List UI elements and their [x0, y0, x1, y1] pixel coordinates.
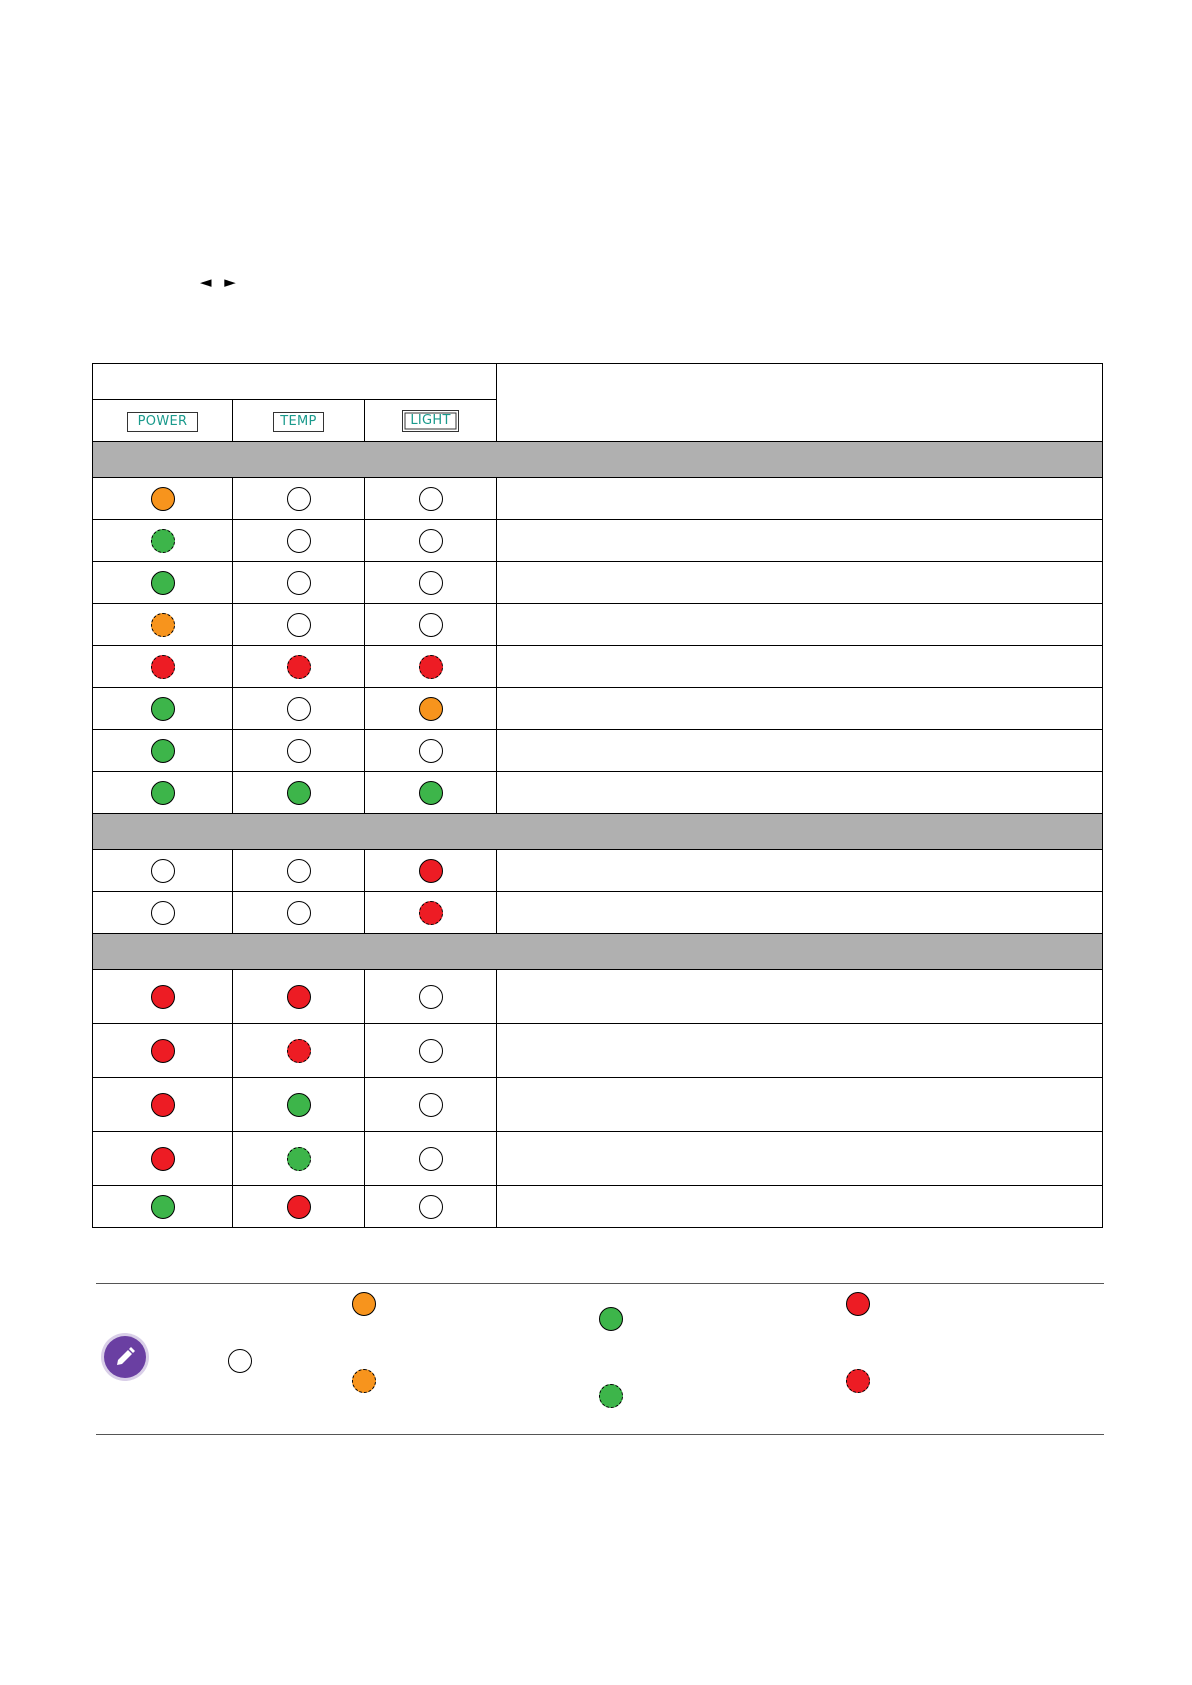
temp-led-cell [233, 562, 365, 604]
light-led-cell [365, 892, 497, 934]
section-header-cell [93, 814, 1103, 850]
light-led-cell [365, 1132, 497, 1186]
table-row [93, 478, 1103, 520]
led-green-flashing-icon [151, 529, 175, 553]
section-header-row [93, 442, 1103, 478]
legend-led-orange-on-icon [352, 1292, 376, 1316]
power-led-cell [93, 562, 233, 604]
led-green-on-icon [287, 781, 311, 805]
light-led-cell [365, 850, 497, 892]
legend-led-green-flashing-icon [599, 1384, 623, 1408]
temp-led-cell [233, 478, 365, 520]
led-off-icon [287, 571, 311, 595]
led-green-on-icon [151, 697, 175, 721]
temp-led-cell [233, 688, 365, 730]
status-cell [497, 730, 1103, 772]
status-cell [497, 478, 1103, 520]
status-cell [497, 1132, 1103, 1186]
power-label-cell [93, 400, 233, 442]
status-cell [497, 772, 1103, 814]
led-off-icon [287, 613, 311, 637]
led-indicator-table [92, 363, 1103, 1228]
legend-led-green-on-icon [599, 1307, 623, 1331]
power-led-cell [93, 1132, 233, 1186]
light-led-cell [365, 1186, 497, 1228]
legend-led-off-icon [228, 1349, 252, 1373]
table-row [93, 970, 1103, 1024]
table-row [93, 1024, 1103, 1078]
temp-led-cell [233, 970, 365, 1024]
led-green-on-icon [151, 571, 175, 595]
table-row [93, 604, 1103, 646]
table-row [93, 850, 1103, 892]
section-header-cell [93, 934, 1103, 970]
light-label: LIGHT [402, 410, 458, 432]
table-row [93, 1186, 1103, 1228]
table-row [93, 562, 1103, 604]
led-red-on-icon [151, 1093, 175, 1117]
light-led-cell [365, 562, 497, 604]
light-led-cell [365, 646, 497, 688]
temp-led-cell [233, 892, 365, 934]
led-red-flashing-icon [419, 655, 443, 679]
temp-led-cell [233, 604, 365, 646]
temp-led-cell [233, 1078, 365, 1132]
light-led-cell [365, 1024, 497, 1078]
led-off-icon [419, 985, 443, 1009]
led-off-icon [287, 739, 311, 763]
status-cell [497, 604, 1103, 646]
status-cell [497, 892, 1103, 934]
led-red-on-icon [151, 1147, 175, 1171]
status-cell [497, 688, 1103, 730]
status-cell [497, 562, 1103, 604]
led-red-on-icon [287, 985, 311, 1009]
led-off-icon [419, 1039, 443, 1063]
temp-led-cell [233, 850, 365, 892]
section-header-cell [93, 442, 1103, 478]
status-cell [497, 1078, 1103, 1132]
power-led-cell [93, 604, 233, 646]
led-red-flashing-icon [419, 901, 443, 925]
led-green-on-icon [151, 781, 175, 805]
power-led-cell [93, 520, 233, 562]
table-row [93, 1078, 1103, 1132]
led-off-icon [287, 487, 311, 511]
light-led-cell [365, 772, 497, 814]
led-group-header-cell [93, 364, 497, 400]
led-off-icon [419, 529, 443, 553]
led-off-icon [419, 613, 443, 637]
section-header-row [93, 814, 1103, 850]
led-green-flashing-icon [287, 1147, 311, 1171]
nav-arrows: ◄ ► [200, 273, 240, 291]
led-green-on-icon [287, 1093, 311, 1117]
led-off-icon [287, 529, 311, 553]
led-orange-on-icon [151, 487, 175, 511]
led-green-on-icon [419, 781, 443, 805]
light-led-cell [365, 730, 497, 772]
power-led-cell [93, 478, 233, 520]
temp-led-cell [233, 1132, 365, 1186]
temp-led-cell [233, 1024, 365, 1078]
power-led-cell [93, 892, 233, 934]
status-cell [497, 1024, 1103, 1078]
status-header-cell [497, 364, 1103, 442]
temp-label-cell [233, 400, 365, 442]
led-off-icon [419, 1147, 443, 1171]
led-off-icon [419, 739, 443, 763]
led-orange-on-icon [419, 697, 443, 721]
status-cell [497, 1186, 1103, 1228]
status-cell [497, 970, 1103, 1024]
power-led-cell [93, 646, 233, 688]
led-red-flashing-icon [151, 655, 175, 679]
light-led-cell [365, 604, 497, 646]
power-label: POWER [127, 412, 199, 432]
power-led-cell [93, 1024, 233, 1078]
led-red-on-icon [151, 1039, 175, 1063]
note-box [96, 1283, 1104, 1435]
temp-led-cell [233, 520, 365, 562]
led-red-on-icon [419, 859, 443, 883]
led-off-icon [151, 901, 175, 925]
led-off-icon [419, 571, 443, 595]
status-cell [497, 646, 1103, 688]
power-led-cell [93, 1186, 233, 1228]
temp-led-cell [233, 772, 365, 814]
led-off-icon [287, 901, 311, 925]
power-led-cell [93, 970, 233, 1024]
led-red-flashing-icon [287, 1039, 311, 1063]
led-off-icon [287, 859, 311, 883]
table-row [93, 520, 1103, 562]
light-led-cell [365, 1078, 497, 1132]
table-row [93, 646, 1103, 688]
section-header-row [93, 934, 1103, 970]
pencil-icon [104, 1336, 146, 1378]
legend-led-red-flashing-icon [846, 1369, 870, 1393]
legend-led-red-on-icon [846, 1292, 870, 1316]
light-led-cell [365, 520, 497, 562]
power-led-cell [93, 688, 233, 730]
power-led-cell [93, 1078, 233, 1132]
table-row [93, 730, 1103, 772]
power-led-cell [93, 772, 233, 814]
temp-led-cell [233, 646, 365, 688]
power-led-cell [93, 730, 233, 772]
led-off-icon [419, 487, 443, 511]
led-green-on-icon [151, 739, 175, 763]
light-led-cell [365, 688, 497, 730]
led-red-on-icon [287, 1195, 311, 1219]
power-led-cell [93, 850, 233, 892]
table-row [93, 772, 1103, 814]
led-orange-flashing-icon [151, 613, 175, 637]
table-row [93, 892, 1103, 934]
status-cell [497, 520, 1103, 562]
led-green-on-icon [151, 1195, 175, 1219]
temp-label: TEMP [273, 412, 323, 432]
table-row [93, 688, 1103, 730]
led-off-icon [419, 1195, 443, 1219]
temp-led-cell [233, 730, 365, 772]
led-off-icon [419, 1093, 443, 1117]
light-label-cell [365, 400, 497, 442]
light-led-cell [365, 478, 497, 520]
led-off-icon [151, 859, 175, 883]
legend-led-orange-flashing-icon [352, 1369, 376, 1393]
led-off-icon [287, 697, 311, 721]
table-row [93, 1132, 1103, 1186]
table-header-row [93, 364, 1103, 400]
led-red-flashing-icon [287, 655, 311, 679]
led-red-on-icon [151, 985, 175, 1009]
light-led-cell [365, 970, 497, 1024]
temp-led-cell [233, 1186, 365, 1228]
status-cell [497, 850, 1103, 892]
